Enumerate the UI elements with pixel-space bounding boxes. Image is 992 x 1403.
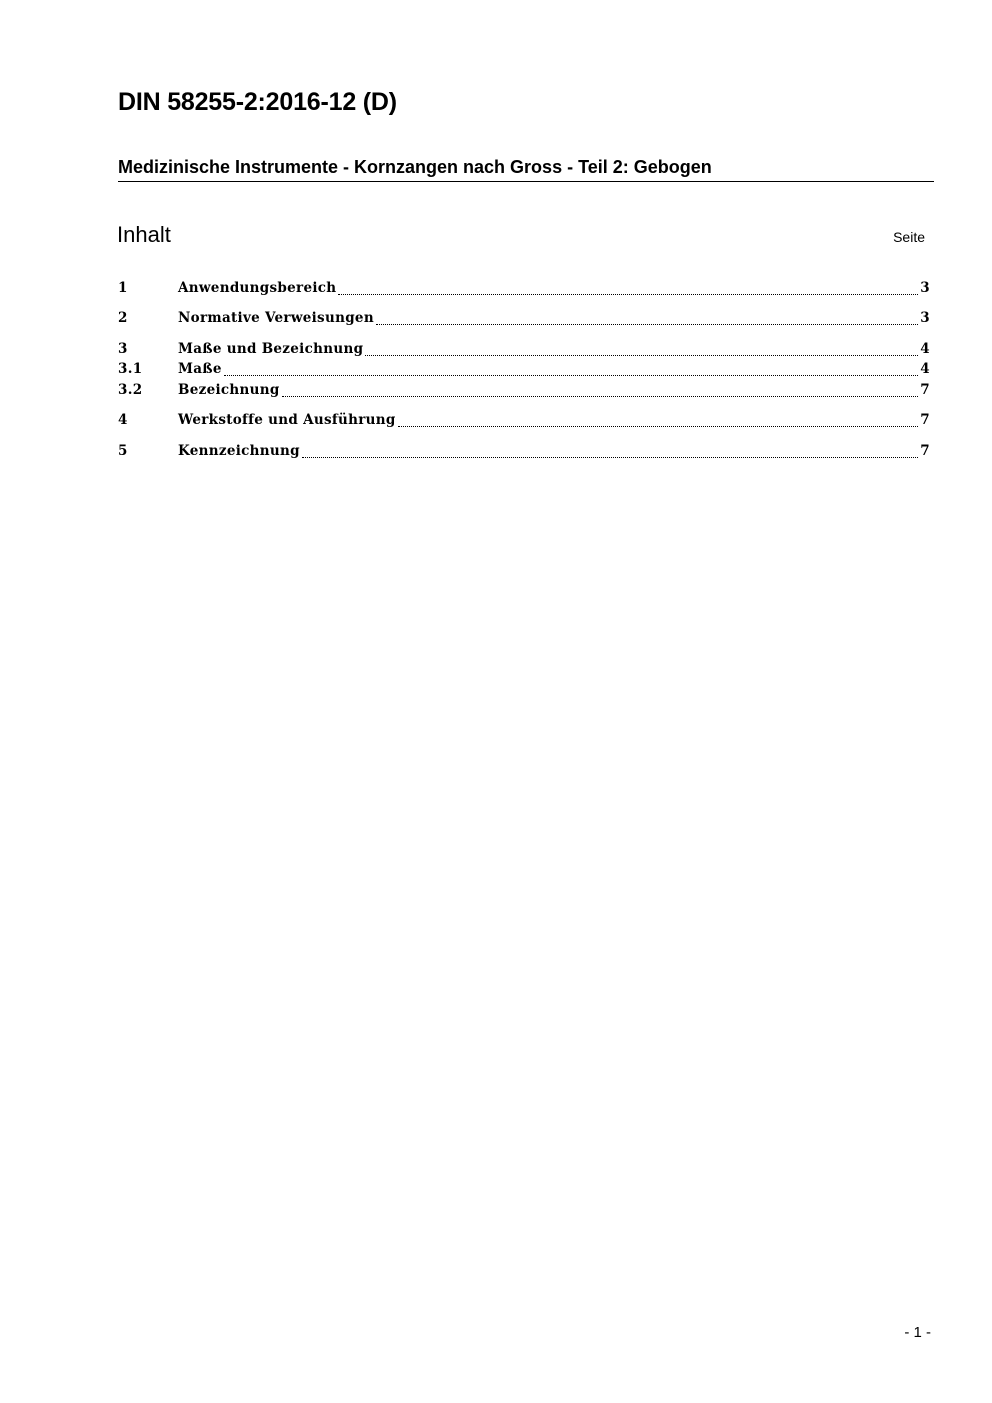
toc-entry-page: 3 [920, 310, 930, 326]
toc-entry[interactable] [118, 382, 930, 402]
toc-heading: Inhalt [117, 222, 171, 247]
toc-entry[interactable] [118, 412, 930, 432]
toc-leader-dots [224, 374, 919, 376]
toc-leader-dots [282, 395, 919, 397]
toc-entry[interactable] [118, 443, 930, 463]
toc-entry-number: 4 [118, 412, 128, 428]
toc-entry[interactable] [118, 310, 930, 330]
toc-entry-number: 3.1 [118, 361, 143, 377]
toc-leader-dots [376, 323, 918, 325]
toc-entry-number: 2 [118, 310, 128, 326]
toc-entry-title: Maße und Bezeichnung [178, 341, 364, 357]
toc-entry-title: Bezeichnung [178, 382, 280, 398]
toc-leader-dots [365, 354, 918, 356]
toc-entry-page: 7 [920, 382, 930, 398]
toc-entry-number: 5 [118, 443, 128, 459]
toc-entry-title: Kennzeichnung [178, 443, 300, 459]
toc-entry-page: 7 [920, 412, 930, 428]
toc-entry[interactable] [118, 361, 930, 381]
toc-entry-page: 4 [920, 361, 930, 377]
toc-entry-title: Werkstoffe und Ausführung [178, 412, 396, 428]
toc-page-label: Seite [893, 229, 925, 245]
toc-entry-title: Normative Verweisungen [178, 310, 374, 326]
toc-entry-title: Anwendungsbereich [178, 280, 337, 296]
toc-entry-page: 3 [920, 280, 930, 296]
page-number: - 1 - [904, 1324, 931, 1341]
toc-entry-title: Maße [178, 361, 222, 377]
toc-leader-dots [398, 425, 919, 427]
toc-entry-number: 3 [118, 341, 128, 357]
toc-leader-dots [338, 293, 918, 295]
toc-leader-dots [302, 456, 918, 458]
toc-entry[interactable] [118, 280, 930, 300]
toc-entry-page: 7 [920, 443, 930, 459]
toc-entry-page: 4 [920, 341, 930, 357]
document-title: DIN 58255-2:2016-12 (D) [118, 88, 397, 116]
toc-entry-number: 1 [118, 280, 128, 296]
toc-entry[interactable] [118, 341, 930, 361]
toc-entry-number: 3.2 [118, 382, 143, 398]
document-subtitle: Medizinische Instrumente - Kornzangen nach Gross - Teil 2: Gebogen [118, 157, 934, 182]
